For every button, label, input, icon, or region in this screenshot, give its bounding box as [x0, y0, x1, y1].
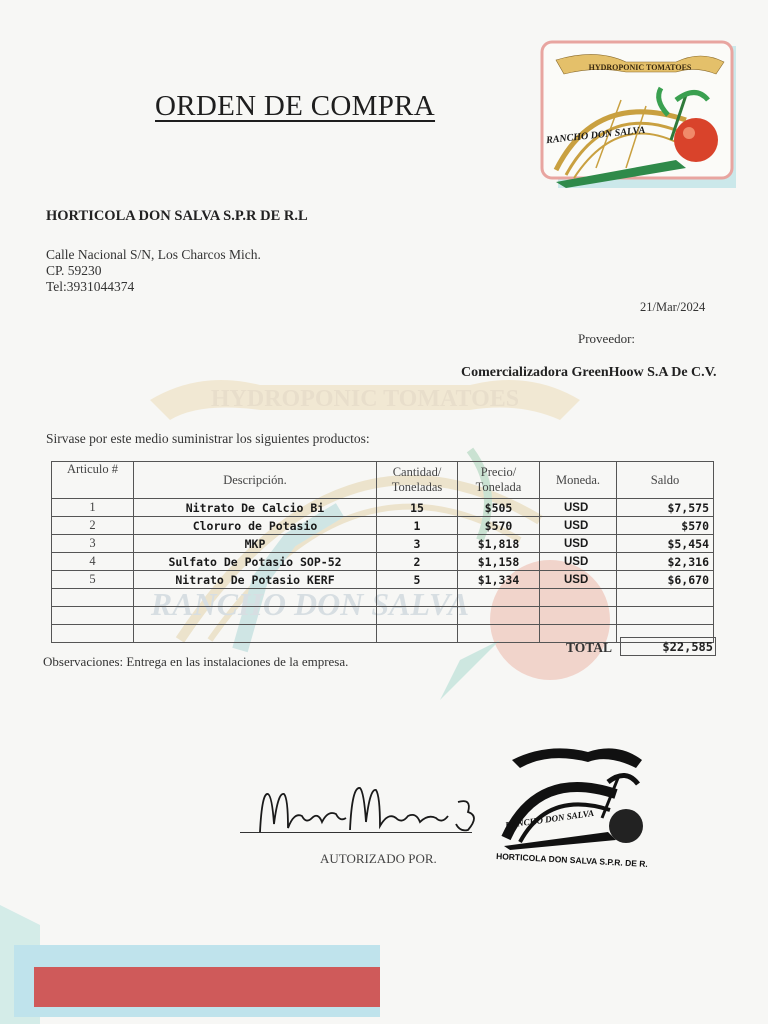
table-row [52, 517, 714, 535]
col-header-precio-2: Tonelada [475, 480, 522, 494]
stamp-text: HORTICOLA DON SALVA S.P.R. DE R. [495, 851, 649, 869]
company-address: Calle Nacional S/N, Los Charcos Mich. [46, 247, 261, 262]
col-header-cantidad-2: Toneladas [391, 480, 443, 494]
cell-precio: $1,818 [458, 535, 540, 553]
cell-precio: $505 [458, 499, 540, 517]
total-value: $22,585 [620, 637, 716, 656]
table-row [52, 499, 714, 517]
cell-articulo: 3 [52, 535, 134, 553]
col-header-precio [458, 462, 540, 499]
company-cp: CP. 59230 [46, 263, 102, 278]
cell-saldo: $6,670 [617, 571, 714, 589]
logo-banner-text: HYDROPONIC TOMATOES [588, 63, 692, 72]
cell-cantidad: 15 [377, 499, 458, 517]
cell-cantidad: 1 [377, 517, 458, 535]
cell-saldo: $7,575 [617, 499, 714, 517]
table-row [52, 553, 714, 571]
col-header-descripcion: Descripción. [134, 462, 377, 499]
items-table [51, 461, 714, 643]
supplier-name: Comercializadora GreenHoow S.A De C.V. [461, 365, 717, 380]
cell-moneda: USD [540, 571, 617, 589]
col-header-cantidad [377, 462, 458, 499]
cell-saldo: $570 [617, 517, 714, 535]
table-row [52, 535, 714, 553]
cell-cantidad: 2 [377, 553, 458, 571]
cell-saldo: $2,316 [617, 553, 714, 571]
table-row [52, 571, 714, 589]
page-title: ORDEN DE COMPRA [155, 90, 436, 122]
stamp-name: RANCHO DON SALVA [504, 807, 595, 831]
table-row-empty [52, 625, 714, 643]
intro-text: Sirvase por este medio suministrar los siguientes productos: [46, 431, 370, 446]
cell-moneda: USD [540, 553, 617, 571]
svg-text:HYDROPONIC TOMATOES: HYDROPONIC TOMATOES [210, 386, 520, 412]
col-header-moneda: Moneda. [540, 462, 617, 499]
cell-articulo: 1 [52, 499, 134, 517]
company-tel: Tel:3931044374 [46, 279, 135, 294]
col-header-cantidad-1: Cantidad/ [392, 465, 442, 479]
table-header-row [52, 462, 714, 499]
logo-name: RANCHO DON SALVA [545, 124, 646, 147]
company-name: HORTICOLA DON SALVA S.P.R DE R.L [46, 208, 308, 224]
company-logo [536, 40, 736, 190]
col-header-articulo: Articulo # [52, 462, 134, 499]
total-label: TOTAL [566, 640, 613, 655]
cell-articulo: 5 [52, 571, 134, 589]
cell-cantidad: 3 [377, 535, 458, 553]
cell-precio: $570 [458, 517, 540, 535]
col-header-precio-1: Precio/ [480, 465, 517, 479]
company-stamp [498, 738, 648, 850]
order-date: 21/Mar/2024 [640, 300, 706, 314]
cell-articulo: 4 [52, 553, 134, 571]
decorative-footer-strip [0, 905, 420, 1024]
supplier-label: Proveedor: [578, 331, 636, 346]
cell-descripcion: MKP [134, 535, 377, 553]
cell-descripcion: Sulfato De Potasio SOP-52 [134, 553, 377, 571]
table-row-empty [52, 589, 714, 607]
cell-descripcion: Nitrato De Potasio KERF [134, 571, 377, 589]
cell-precio: $1,158 [458, 553, 540, 571]
observations: Observaciones: Entrega en las instalaciones de la empresa. [43, 654, 349, 669]
authorized-by-label: AUTORIZADO POR. [320, 851, 437, 866]
cell-descripcion: Nitrato De Calcio Bi [134, 499, 377, 517]
signature-line [240, 832, 472, 833]
cell-moneda: USD [540, 499, 617, 517]
cell-articulo: 2 [52, 517, 134, 535]
cell-moneda: USD [540, 535, 617, 553]
signer-name: Manuel Marquez B. [362, 820, 372, 821]
svg-text:RANCHO DON SALVA: RANCHO DON SALVA [150, 586, 470, 622]
cell-precio: $1,334 [458, 571, 540, 589]
cell-descripcion: Cloruro de Potasio [134, 517, 377, 535]
table-row-empty [52, 607, 714, 625]
cell-moneda: USD [540, 517, 617, 535]
cell-saldo: $5,454 [617, 535, 714, 553]
cell-cantidad: 5 [377, 571, 458, 589]
col-header-saldo: Saldo [617, 462, 714, 499]
